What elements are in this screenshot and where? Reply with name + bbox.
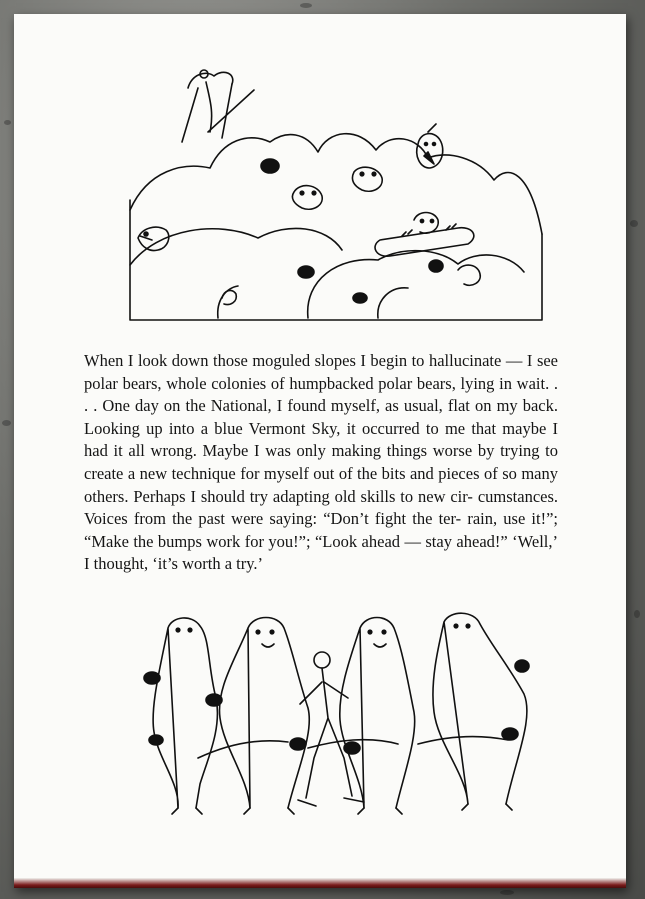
passage-line: ahead!” ‘Well,’ I thought, ‘it’s worth a try.’ <box>84 531 559 574</box>
cover-edge <box>14 878 626 888</box>
passage-line: of so many others. Perhaps I should try adapting old skills to new cir- <box>84 463 558 506</box>
passage-line: see polar bears, whole colonies of humpbacked polar bears, lying in <box>84 351 559 393</box>
passage-line: maybe I had it all wrong. Maybe I was only making things worse by <box>84 418 558 461</box>
book-passage <box>84 350 558 576</box>
polar-bear-moguls-drawing <box>128 60 544 322</box>
passage-line: trying to create a new technique for myself out of the bits and pieces <box>84 441 558 483</box>
passage-line: my back. Looking up into a blue Vermont Sky, it occurred to me that <box>84 396 559 438</box>
passage-line: cumstances. Voices from the past were saying: “Don’t fight the ter- <box>84 486 559 529</box>
passage-line: When I look down those moguled slopes I begin to hallucinate — I <box>84 351 533 370</box>
passage-line: rain, use it!”; “Make the bumps work for you!”; “Look ahead — stay <box>84 509 559 551</box>
dancing-polar-bears-with-skier-drawing <box>138 608 538 824</box>
passage-line: wait. . . . One day on the National, I found myself, as usual, flat on <box>84 373 558 416</box>
